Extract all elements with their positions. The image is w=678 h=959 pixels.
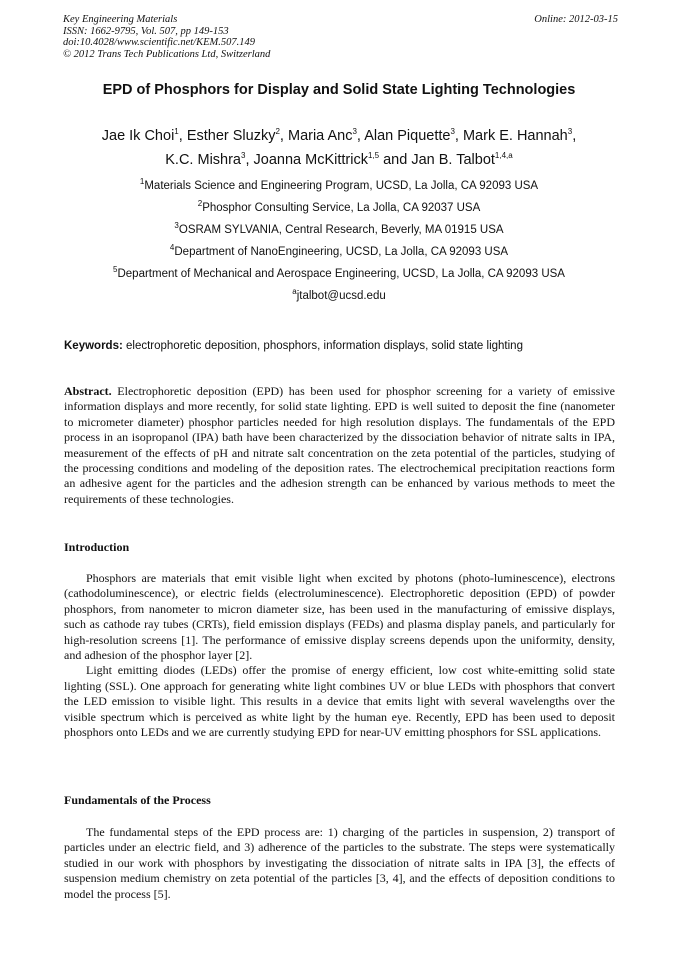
- author: Jan B. Talbot$^{1,4,a}$: [411, 151, 513, 168]
- keywords: Keywords: electrophoretic deposition, phosphors, information displays, solid state lighting: [64, 340, 523, 352]
- paper-title: EPD of Phosphors for Display and Solid State Lighting Technologies: [102, 82, 576, 98]
- affiliation: $^4$Department of NanoEngineering, UCSD, La Jolla, CA 92093 USA: [169, 243, 509, 258]
- affiliation: $^3$OSRAM SYLVANIA, Central Research, Beverly, MA 01915 USA: [174, 221, 504, 236]
- fundamentals-body: [64, 825, 615, 902]
- paragraph: The fundamental steps of the EPD process are: 1) charging of the particles in suspension, 2) transport of particles under an electric field, and 3) adherence of the particles to the substrate. The steps were systematically studied in our work with phosphors by investigating the dissociation of nitrate salts in IPA [3], the effects of suspension medium chemistry on zeta potential of the particles [3, 4], and the effects of deposition conditions to model the process [5].: [64, 825, 615, 901]
- journal-header: [63, 14, 618, 60]
- author: Esther Sluzky$^2$: [186, 127, 280, 144]
- abstract-text: Electrophoretic deposition (EPD) has been used for phosphor screening for a variety of emissive information displays and more recently, for solid state lighting. EPD is well suited to deposit the fine (nanometer to micrometer diameter) phosphor particles needed for high resolution displays. The fundamentals of the EPD process in an isopropanol (IPA) bath have been characterized by the dissociation behavior of nitrate salts in IPA, measurement of the effects of pH and nitrate salt concentration on the zeta potential of the particles, studying of the processing conditions and modeling of the deposition rates. The electrochemical precipitation reactions form an adhesive agent for the particles and the adhesion strength can be enhanced by various methods to meet the requirements of these technologies.: [64, 384, 615, 506]
- doi: doi:10.4028/www.scientific.net/KEM.507.149: [63, 37, 255, 48]
- affiliation: $^5$Department of Mechanical and Aerospace Engineering, UCSD, La Jolla, CA 92093 USA: [113, 265, 565, 280]
- online-date: Online: 2012-03-15: [534, 14, 618, 25]
- introduction-body: [64, 571, 615, 740]
- author: K.C. Mishra$^3$: [165, 151, 246, 168]
- author: Joanna McKittrick$^{1,5}$: [253, 151, 380, 168]
- author-list: Jae Ik Choi$^1$, Esther Sluzky$^2$, Maria Anc$^3$, Alan Piquette$^3$, Mark E. Hannah$^3$, K.C. Mishra$^3$, Joanna McKittrick$^{1,5}$ and Jan B. Talbot$^{1,4,a}$: [101, 127, 577, 168]
- abstract-label: Abstract.: [64, 384, 112, 398]
- affiliation: $^1$Materials Science and Engineering Program, UCSD, La Jolla, CA 92093 USA: [139, 177, 539, 192]
- section-heading-fundamentals: Fundamentals of the Process: [64, 793, 211, 807]
- paragraph: Light emitting diodes (LEDs) offer the promise of energy efficient, low cost white-emitting solid state lighting (SSL). One approach for generating white light combines UV or blue LEDs with phosphors that convert the LED emission to visible light. This results in a device that emits light with several wavelengths over the visible spectrum which is perceived as white light by the human eye. Recently, EPD has been used to deposit phosphors onto LEDs and we are currently studying EPD for near-UV emitting phosphors for SSL applications.: [64, 663, 615, 740]
- issn: ISSN: 1662-9795, Vol. 507, pp 149-153: [63, 25, 229, 37]
- author: Maria Anc$^3$: [287, 127, 357, 144]
- copyright: © 2012 Trans Tech Publications Ltd, Switzerland: [63, 48, 271, 60]
- paragraph: Phosphors are materials that emit visible light when excited by photons (photo-luminescence), electrons (cathodoluminescence), or electric fields (electroluminescence). Electrophoretic deposition (EPD) of powder phosphors, from nanometer to micron diameter size, has been used in the manufacturing of emissive displays, such as cathode ray tubes (CRTs), field emission displays (FEDs) and plasma display panels, and particularly for high-resolution screens [1]. The performance of emissive display screens depends upon the uniformity, density, and adhesion of the phosphor layer [2].: [64, 571, 615, 663]
- author: Mark E. Hannah$^3$: [462, 127, 573, 144]
- journal-name: Key Engineering Materials: [63, 14, 178, 25]
- abstract: [64, 384, 615, 507]
- author: Alan Piquette$^3$: [364, 127, 455, 144]
- section-heading-introduction: Introduction: [64, 540, 130, 554]
- author-email: $^a$jtalbot@ucsd.edu: [292, 287, 386, 302]
- author: Jae Ik Choi$^1$: [101, 127, 179, 144]
- affiliation: $^2$Phosphor Consulting Service, La Jolla, CA 92037 USA: [197, 199, 481, 214]
